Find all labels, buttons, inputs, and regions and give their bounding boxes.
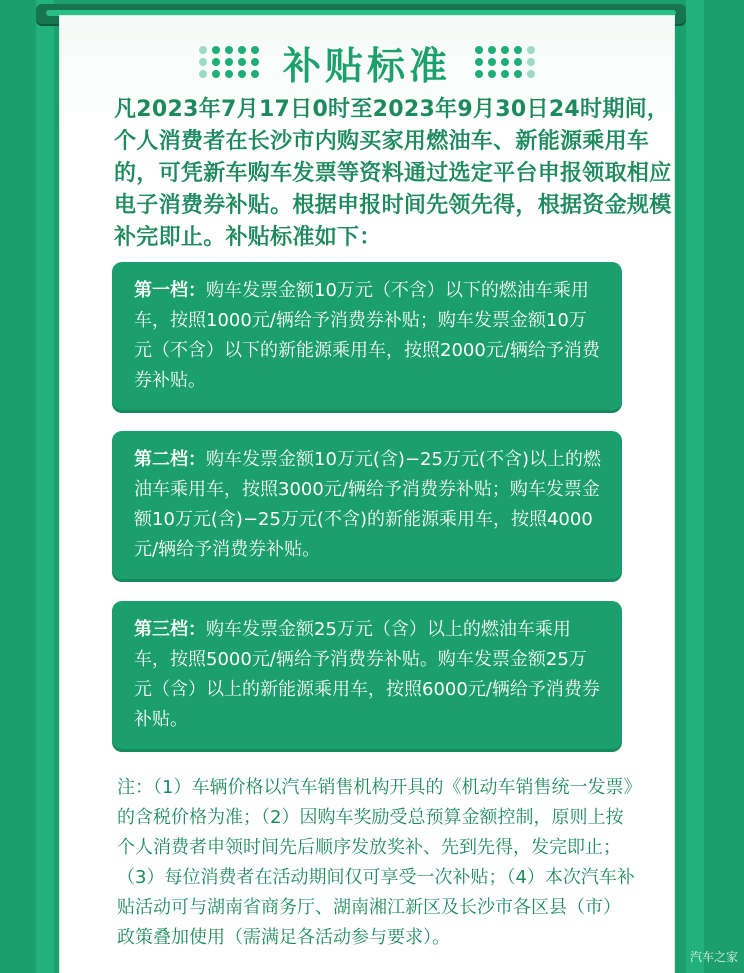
- content-panel: [60, 16, 674, 973]
- tier-label: 第三档：: [134, 619, 206, 640]
- tier-text: 购车发票金额10万元(含)−25万元(不含)以上的燃油车乘用车，按照3000元/辆给予消费券补贴；购车发票金额10万元(含)−25万元(不含)的新能源乘用车，按照4000元/辆给予消费券补贴。: [134, 449, 601, 560]
- tier-card-2: [112, 431, 622, 579]
- tier-text: 购车发票金额25万元（含）以上的燃油车乘用车，按照5000元/辆给予消费券补贴。购车发票金额25万元（含）以上的新能源乘用车，按照6000元/辆给予消费券补贴。: [134, 619, 600, 730]
- tier-text: 购车发票金额10万元（不含）以下的燃油车乘用车，按照1000元/辆给予消费券补贴；购车发票金额10万元（不含）以下的新能源乘用车，按照2000元/辆给予消费券补贴。: [134, 280, 600, 391]
- footnote: 注：（1）车辆价格以汽车销售机构开具的《机动车销售统一发票》的含税价格为准；（2）因购车奖励受总预算金额控制，原则上按个人消费者申领时间先后顺序发放奖补、先到先得，发完即止；（3）每位消费者在活动期间仅可享受一次补贴；（4）本次汽车补贴活动可与湖南省商务厅、湖南湘江新区及长沙市各区县（市）政策叠加使用（需满足各活动参与要求）。: [117, 777, 635, 948]
- decorative-dots-right-icon: [475, 46, 535, 78]
- background-stripe-right: [686, 0, 704, 973]
- tier-card-3: [112, 601, 622, 749]
- title-row: [60, 38, 674, 86]
- tier-card-1: [112, 262, 622, 410]
- decorative-dots-left-icon: [199, 46, 259, 78]
- background-stripe-left: [36, 0, 54, 973]
- page-title: 补贴标准: [282, 43, 451, 88]
- tier-label: 第二档：: [134, 449, 206, 470]
- intro-paragraph: 凡2023年7月17日0时至2023年9月30日24时期间，个人消费者在长沙市内购买家用燃油车、新能源乘用车的，可凭新车购车发票等资料通过选定平台申报领取相应电子消费券补贴。根据申报时间先领先得，根据资金规模补完即止。补贴标准如下：: [114, 97, 672, 250]
- tier-label: 第一档：: [134, 280, 206, 301]
- watermark: 汽车之家: [689, 950, 738, 964]
